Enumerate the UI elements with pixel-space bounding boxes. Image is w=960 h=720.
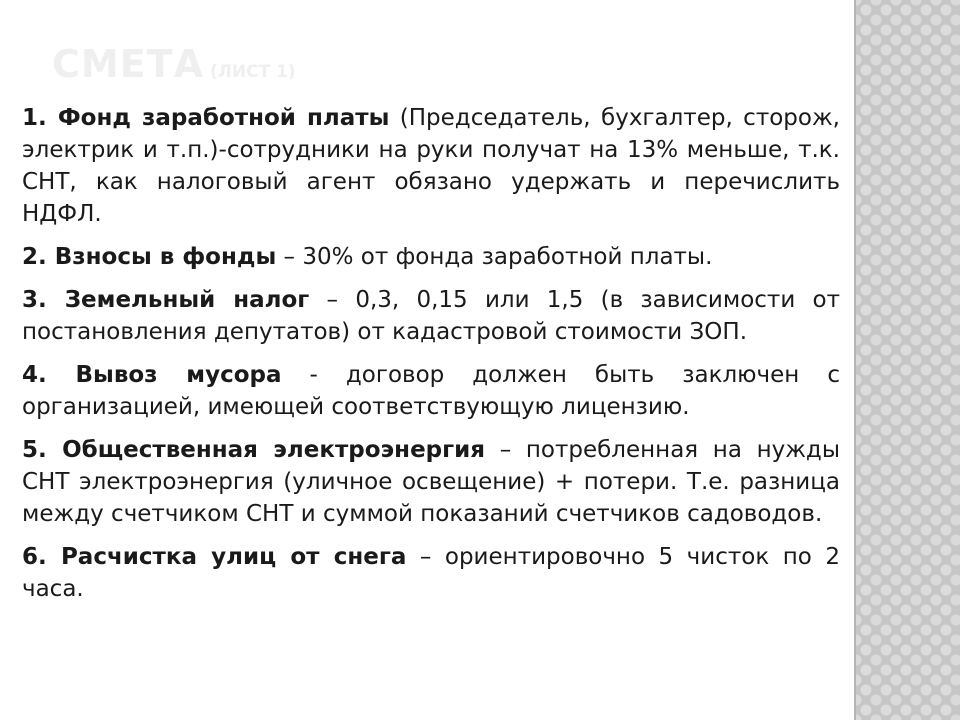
- item-heading-text: Общественная электроэнергия: [62, 437, 486, 463]
- item-heading: [22, 437, 485, 463]
- item-text: – ориентировочно 5 чисток по 2 часа.: [22, 544, 840, 602]
- item-heading: [22, 362, 282, 388]
- item-heading: [22, 544, 406, 570]
- list-item-3: [22, 284, 840, 348]
- list-item-4: [22, 359, 840, 423]
- item-text: - договор должен быть заключен с организацией, имеющей соответствующую лицензию.: [22, 362, 840, 420]
- item-number: 2.: [22, 244, 47, 270]
- item-text: – 0,3, 0,15 или 1,5 (в зависимости от постановления депутатов) от кадастровой стоимости ЗОП.: [22, 287, 840, 345]
- item-number: 1.: [22, 105, 47, 131]
- item-heading-text: Взносы в фонды: [54, 244, 277, 270]
- list-item-5: [22, 434, 840, 530]
- item-number: 5.: [22, 437, 47, 463]
- slide-title: [52, 42, 296, 86]
- list-item-1: [22, 102, 840, 230]
- item-heading: [22, 105, 389, 131]
- item-text: – 30% от фонда заработной платы.: [276, 244, 713, 270]
- item-heading-text: Земельный налог: [64, 287, 310, 313]
- item-heading-text: Расчистка улиц от снега: [60, 544, 407, 570]
- slide-title-subtitle: (ЛИСТ 1): [210, 62, 296, 82]
- item-heading: [22, 244, 276, 270]
- slide-body: [22, 102, 840, 616]
- list-item-6: [22, 541, 840, 605]
- item-heading: [22, 287, 309, 313]
- decorative-pattern-strip: [856, 0, 960, 720]
- item-number: 3.: [22, 287, 47, 313]
- item-number: 6.: [22, 544, 47, 570]
- item-number: 4.: [22, 362, 47, 388]
- slide-title-main: СМЕТА: [52, 42, 204, 86]
- item-heading-text: Вывоз мусора: [75, 362, 282, 388]
- item-heading-text: Фонд заработной платы: [57, 105, 390, 131]
- list-item-2: [22, 241, 840, 273]
- item-text: – потребленная на нужды СНТ электроэнергия (уличное освещение) + потери. Т.е. разница между счетчиком СНТ и суммой показаний счетчиков садоводов.: [22, 437, 840, 527]
- item-text: (Председатель, бухгалтер, сторож, электрик и т.п.)-сотрудники на руки получат на 13% меньше, т.к. СНТ, как налоговый агент обязано удержать и перечислить НДФЛ.: [22, 105, 840, 227]
